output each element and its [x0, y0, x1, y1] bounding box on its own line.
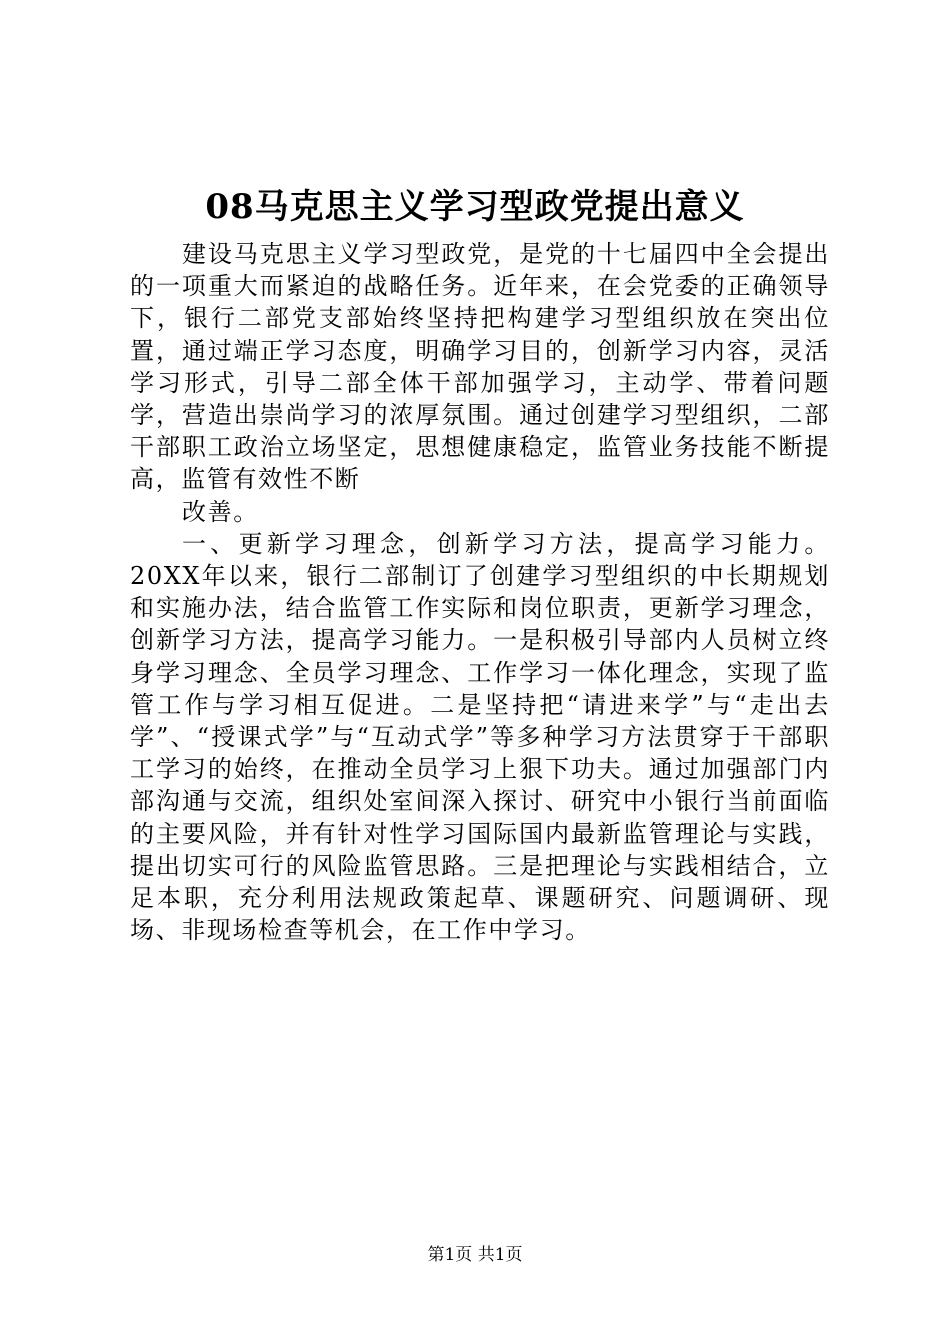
paragraph-intro: 建设马克思主义学习型政党，是党的十七届四中全会提出的一项重大而紧迫的战略任务。近年来，在会党委的正确领导下，银行二部党支部始终坚持把构建学习型组织放在突出位置，通过端正学习态度，明确学习目的，创新学习内容，灵活学习形式，引导二部全体干部加强学习，主动学、带着问题学，营造出崇尚学习的浓厚氛围。通过创建学习型组织，二部干部职工政治立场坚定，思想健康稳定，监管业务技能不断提高，监管有效性不断 — [130, 240, 830, 494]
document-title: 08马克思主义学习型政党提出意义 — [205, 187, 745, 227]
paragraph-continuation: 改善。 — [182, 497, 259, 526]
page-footer: 第1页 共1页 — [427, 1245, 523, 1265]
paragraph-section-one: 一、更新学习理念，创新学习方法，提高学习能力。20XX年以来，银行二部制订了创建学习型组织的中长期规划和实施办法，结合监管工作实际和岗位职责，更新学习理念，创新学习方法，提高学习能力。一是积极引导部内人员树立终身学习理念、全员学习理念、工作学习一体化理念，实现了监管工作与学习相互促进。二是坚持把“请进来学”与“走出去学”、“授课式学”与“互动式学”等多种学习方法贯穿于干部职工学习的始终，在推动全员学习上狠下功夫。通过加强部门内部沟通与交流，组织处室间深入探讨、研究中小银行当前面临的主要风险，并有针对性学习国际国内最新监管理论与实践，提出切实可行的风险监管思路。三是把理论与实践相结合，立足本职，充分利用法规政策起草、课题研究、问题调研、现场、非现场检查等机会，在工作中学习。 — [130, 529, 830, 945]
document-body — [130, 238, 830, 946]
